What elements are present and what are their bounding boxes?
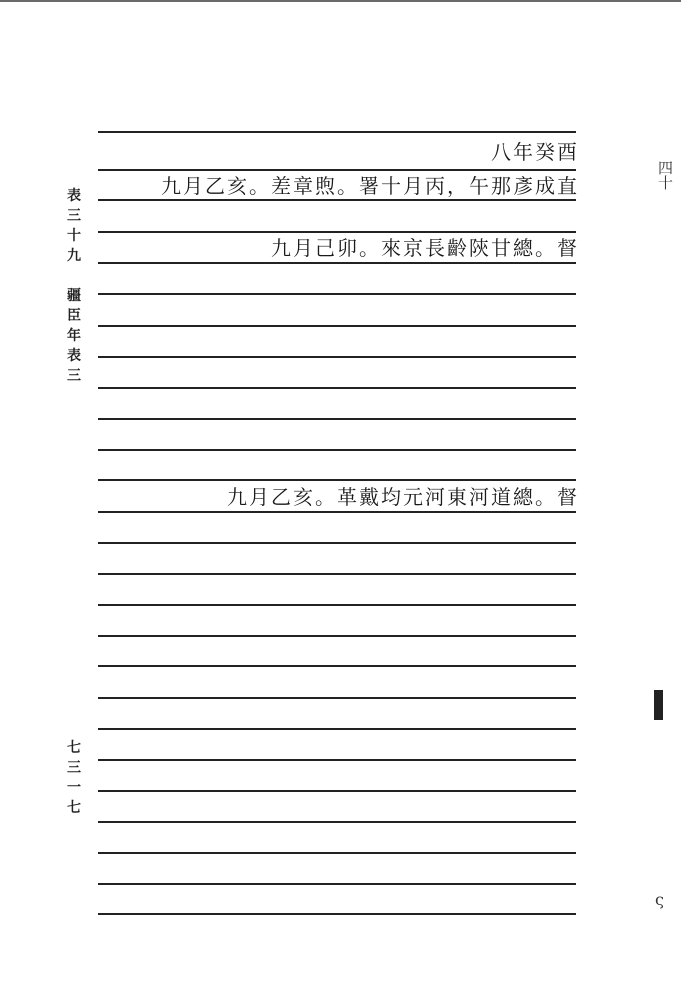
table-rule bbox=[98, 728, 576, 730]
side-title-char: 年 bbox=[67, 328, 81, 344]
table-rule bbox=[98, 231, 576, 233]
table-rule bbox=[98, 821, 576, 823]
side-title-char: 九 bbox=[67, 248, 81, 264]
page-number-char: 七 bbox=[67, 740, 81, 756]
table-rule bbox=[98, 418, 576, 420]
table-rule bbox=[98, 883, 576, 885]
table-rule bbox=[98, 199, 576, 201]
table-row-year-heading: 八年癸酉 bbox=[491, 140, 579, 164]
page-number-char: 三 bbox=[67, 760, 81, 776]
table-rule bbox=[98, 635, 576, 637]
table-rule bbox=[98, 262, 576, 264]
table-rule bbox=[98, 790, 576, 792]
page-number bbox=[66, 738, 82, 818]
table-rule bbox=[98, 573, 576, 575]
side-title-char: 表 bbox=[67, 188, 81, 204]
side-title-char: 三 bbox=[67, 208, 81, 224]
table-rule bbox=[98, 511, 576, 513]
right-edge-mark: 四十 bbox=[656, 160, 674, 190]
table-rule bbox=[98, 325, 576, 327]
table-rule bbox=[98, 131, 576, 133]
table-row-entry: 九月己卯。來京長齡陝甘總。督 bbox=[271, 236, 579, 260]
table-rule bbox=[98, 604, 576, 606]
side-title-char: 表 bbox=[67, 348, 81, 364]
page-top-border bbox=[0, 0, 681, 2]
table-rule bbox=[98, 759, 576, 761]
table-rule bbox=[98, 479, 576, 481]
table-rule bbox=[98, 169, 576, 171]
right-edge-bar bbox=[654, 690, 663, 720]
page-number-char: 一 bbox=[67, 780, 81, 796]
table-rule bbox=[98, 665, 576, 667]
table-rule bbox=[98, 356, 576, 358]
table-rule bbox=[98, 697, 576, 699]
right-edge-bottom-mark: ς bbox=[655, 890, 664, 909]
side-title-char bbox=[66, 266, 82, 286]
side-title bbox=[66, 186, 82, 386]
side-title-char: 三 bbox=[67, 368, 81, 384]
table-row-entry: 九月乙亥。革戴均元河東河道總。督 bbox=[227, 485, 579, 509]
table-rule bbox=[98, 852, 576, 854]
table-rule bbox=[98, 449, 576, 451]
side-title-char: 疆 bbox=[67, 288, 81, 304]
side-title-char: 臣 bbox=[67, 308, 81, 324]
table-row-entry: 九月乙亥。差章煦。署十月丙，午那彥成直 bbox=[161, 174, 579, 198]
page-number-char: 七 bbox=[67, 800, 81, 816]
side-title-char: 十 bbox=[67, 228, 81, 244]
table-rule bbox=[98, 542, 576, 544]
table-rule bbox=[98, 293, 576, 295]
table-rule bbox=[98, 387, 576, 389]
table-rule bbox=[98, 913, 576, 915]
